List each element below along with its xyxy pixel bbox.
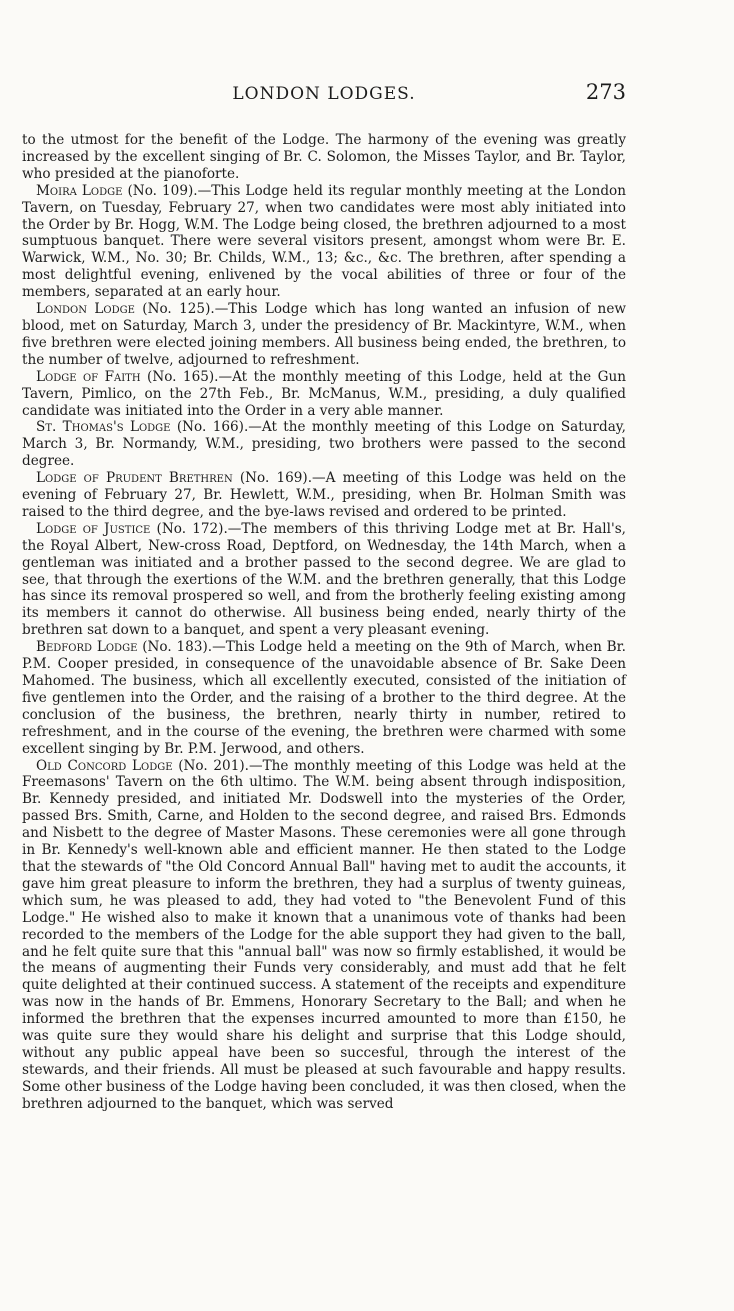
paragraph bbox=[22, 521, 626, 639]
paragraph-text: to the utmost for the benefit of the Lodge. The harmony of the evening was greatly increased by the excellent singing of Br. C. Solomon, the Misses Taylor, and Br. Taylor, who presided at the pianoforte. bbox=[22, 132, 626, 182]
lodge-name: Lodge of Justice bbox=[36, 520, 151, 537]
lodge-name: Old Concord Lodge bbox=[36, 757, 173, 774]
paragraph-text: (No. 166).—At the monthly meeting of this Lodge on Saturday, March 3, Br. Normandy, W.M., presiding, two brothers were passed to the second degree. bbox=[22, 419, 626, 470]
paragraph-text: (No. 201).—The monthly meeting of this Lodge was held at the Freemasons' Tavern on the 6th ultimo. The W.M. being absent through indisposition, Br. Kennedy presided, and initiated Mr. Dodswell into the mysteries of the Order, passed Brs. Smith, Carne, and Holden to the second degree, and raised Brs. Edmonds and Nisbett to the degree of Master Masons. These ceremonies were all gone through in Br. Kennedy's well-known able and efficient manner. He then stated to the Lodge that the stewards of "the Old Concord Annual Ball" having met to audit the accounts, it gave him great pleasure to inform the brethren, they had a surplus of twenty guineas, which sum, he was pleased to add, they had voted to "the Benevolent Fund of this Lodge." He wished also to make it known that a unanimous vote of thanks had been recorded to the members of the Lodge for the able support they had given to the ball, and he felt quite sure that this "annual ball" was now so firmly established, it would be the means of augmenting their Funds very considerably, and must add that he felt quite delighted at their continued success. A statement of the receipts and expenditure was now in the hands of Br. Emmens, Honorary Secretary to the Ball; and when he informed the brethren that the expenses incurred amounted to more than £150, he was quite sure they would share his delight and surprise that this Lodge should, without any public appeal have been so succesful, through the interest of the stewards, and their friends. All must be pleased at such favourable and happy results. Some other business of the Lodge having been concluded, it was then closed, when the brethren adjourned to the banquet, which was served bbox=[22, 757, 626, 1112]
paragraph bbox=[22, 419, 626, 470]
paragraph-text: (No. 169).—A meeting of this Lodge was held on the evening of February 27, Br. Hewlett, W.M., presiding, when Br. Holman Smith was raised to the third degree, and the bye-laws revised and ordered to be printed. bbox=[22, 470, 626, 520]
lodge-name: Moira Lodge bbox=[36, 182, 123, 199]
lodge-name: London Lodge bbox=[36, 301, 135, 318]
lodge-name: Lodge of Faith bbox=[36, 368, 141, 385]
paragraph bbox=[22, 301, 626, 369]
paragraph bbox=[22, 639, 626, 757]
page-number: 273 bbox=[585, 80, 626, 104]
paragraph-text: (No. 183).—This Lodge held a meeting on the 9th of March, when Br. P.M. Cooper presided, in consequence of the unavoidable absence of Br. Sake Deen Mahomed. The business, which all excellently executed, consisted of the initiation of five gentlemen into the Order, and the raising of a brother to the third degree. At the conclusion of the business, the brethren, nearly thirty in number, retired to refreshment, and in the course of the evening, the brethren were charmed with some excellent singing by Br. P.M. Jerwood, and others. bbox=[22, 639, 627, 757]
paragraph bbox=[22, 369, 626, 420]
paragraph bbox=[22, 183, 626, 301]
article-body bbox=[22, 132, 626, 1113]
paragraph-text: (No. 109).—This Lodge held its regular monthly meeting at the London Tavern, on Tuesday, February 27, when two candidates were most ably initiated into the Order by Br. Hogg, W.M. The Lodge being closed, the brethren adjourned to a most sumptuous banquet. There were several visitors present, amongst whom were Br. E. Warwick, W.M., No. 30; Br. Childs, W.M., 13; &c., &c. The brethren, after spending a most delightful evening, enlivened by the vocal abilities of three or four of the members, separated at an early hour. bbox=[22, 182, 626, 301]
paragraph-text: (No. 165).—At the monthly meeting of this Lodge, held at the Gun Tavern, Pimlico, on the 27th Feb., Br. McManus, W.M., presiding, a duly qualified candidate was initiated into the Order in a very able manner. bbox=[22, 368, 626, 419]
page-header bbox=[22, 80, 626, 114]
paragraph bbox=[22, 132, 626, 183]
lodge-name: Bedford Lodge bbox=[36, 639, 138, 656]
lodge-name: Lodge of Prudent Brethren bbox=[36, 470, 233, 487]
paragraph-text: (No. 125).—This Lodge which has long wanted an infusion of new blood, met on Saturday, March 3, under the presidency of Br. Mackintyre, W.M., when five brethren were elected joining members. All business being ended, the brethren, to the number of twelve, adjourned to refreshment. bbox=[22, 301, 626, 368]
lodge-name: St. Thomas's Lodge bbox=[36, 419, 171, 436]
running-head: LONDON LODGES. bbox=[232, 84, 416, 104]
paragraph-text: (No. 172).—The members of this thriving Lodge met at Br. Hall's, the Royal Albert, New-cross Road, Deptford, on Wednesday, the 14th March, when a gentleman was initiated and a brother passed to the second degree. We are glad to see, that through the exertions of the W.M. and the brethren generally, that this Lodge has since its removal prospered so well, and from the brotherly feeling existing among its members it cannot do otherwise. All business being ended, nearly thirty of the brethren sat down to a banquet, and spent a very pleasant evening. bbox=[22, 520, 626, 639]
paragraph bbox=[22, 758, 626, 1113]
paragraph bbox=[22, 470, 626, 521]
